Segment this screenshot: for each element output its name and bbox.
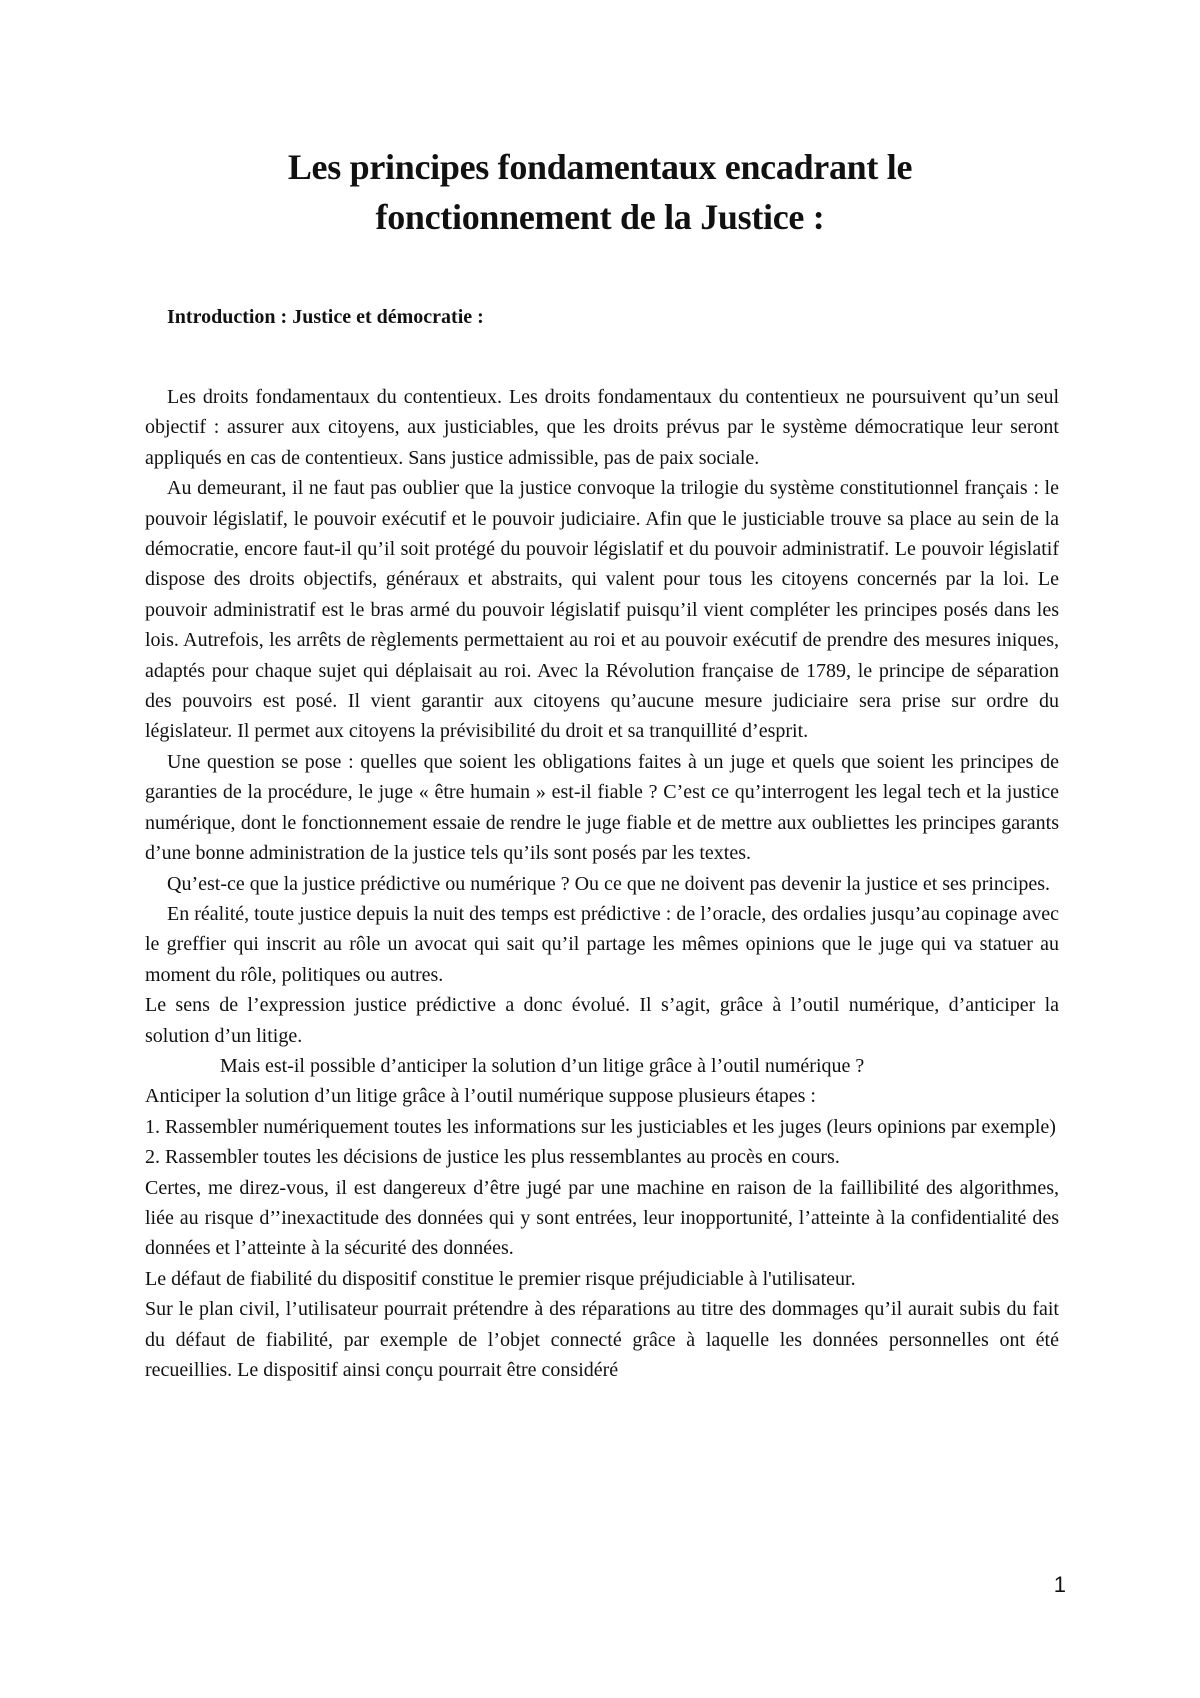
paragraph: Le sens de l’expression justice prédictive a donc évolué. Il s’agit, grâce à l’outil numérique, d’anticiper la solution d’un litige. [145, 994, 1059, 1047]
paragraph: Anticiper la solution d’un litige grâce à l’outil numérique suppose plusieurs étapes : [145, 1085, 816, 1108]
section-heading: Introduction : Justice et démocratie : [167, 306, 484, 328]
paragraph: Au demeurant, il ne faut pas oublier que la justice convoque la trilogie du système constitutionnel français : le pouvoir législatif, le pouvoir exécutif et le pouvoir judiciaire. Afin que le justiciable trouve sa place au sein de la démocratie, encore faut-il qu’il soit protégé du pouvoir législatif et du pouvoir administratif. Le pouvoir législatif dispose des droits objectifs, généraux et abstraits, qui valent pour tous les citoyens concernés par la loi. Le pouvoir administratif est le bras armé du pouvoir législatif puisqu’il vient compléter les principes posés dans les lois. Autrefois, les arrêts de règlements permettaient au roi et au pouvoir exécutif de prendre des mesures iniques, adaptés pour chaque sujet qui déplaisait au roi. Avec la Révolution française de 1789, le principe de séparation des pouvoirs est posé. Il vient garantir aux citoyens qu’aucune mesure judiciaire sera prise sur ordre du législateur. Il permet aux citoyens la prévisibilité du droit et sa tranquillité d’esprit. [145, 477, 1059, 743]
paragraph: Les droits fondamentaux du contentieux. Les droits fondamentaux du contentieux ne poursuivent qu’un seul objectif : assurer aux citoyens, aux justiciables, que les droits prévus par le système démocratique leur seront appliqués en cas de contentieux. Sans justice admissible, pas de paix sociale. [145, 386, 1059, 469]
paragraph: Une question se pose : quelles que soient les obligations faites à un juge et quels que soient les principes de garanties de la procédure, le juge « être humain » est-il fiable ? C’est ce qu’interrogent les legal tech et la justice numérique, dont le fonctionnement essaie de rendre le juge fiable et de mettre aux oubliettes les principes garants d’une bonne administration de la justice tels qu’ils sont posés par les textes. [145, 750, 1059, 865]
title-line-2: fonctionnement de la Justice : [375, 197, 825, 237]
document-title [145, 142, 1055, 242]
paragraph: Mais est-il possible d’anticiper la solution d’un litige grâce à l’outil numérique ? [220, 1054, 865, 1077]
title-line-1: Les principes fondamentaux encadrant le [287, 147, 913, 187]
list-item: 1. Rassembler numériquement toutes les informations sur les justiciables et les juges (leurs opinions par exemple) [145, 1115, 1056, 1138]
document-body [145, 382, 1059, 1385]
paragraph: Le défaut de fiabilité du dispositif constitue le premier risque préjudiciable à l'utilisateur. [145, 1267, 856, 1290]
page-number: 1 [1053, 1572, 1066, 1597]
paragraph: Certes, me direz-vous, il est dangereux d’être jugé par une machine en raison de la faillibilité des algorithmes, liée au risque d’’inexactitude des données qui y sont entrées, leur inopportunité, l’atteinte à la confidentialité des données et l’atteinte à la sécurité des données. [145, 1176, 1059, 1260]
paragraph: Sur le plan civil, l’utilisateur pourrait prétendre à des réparations au titre des dommages qu’il aurait subis du fait du défaut de fiabilité, par exemple de l’objet connecté grâce à laquelle les données personnelles ont été recueillies. Le dispositif ainsi conçu pourrait être considéré [145, 1298, 1059, 1381]
paragraph: Qu’est-ce que la justice prédictive ou numérique ? Ou ce que ne doivent pas devenir la justice et ses principes. [167, 872, 1051, 895]
list-item: 2. Rassembler toutes les décisions de justice les plus ressemblantes au procès en cours. [145, 1146, 840, 1169]
paragraph: En réalité, toute justice depuis la nuit des temps est prédictive : de l’oracle, des ordalies jusqu’au copinage avec le greffier qui inscrit au rôle un avocat qui sait qu’il partage les mêmes opinions que le juge qui va statuer au moment du rôle, politiques ou autres. [145, 902, 1059, 986]
